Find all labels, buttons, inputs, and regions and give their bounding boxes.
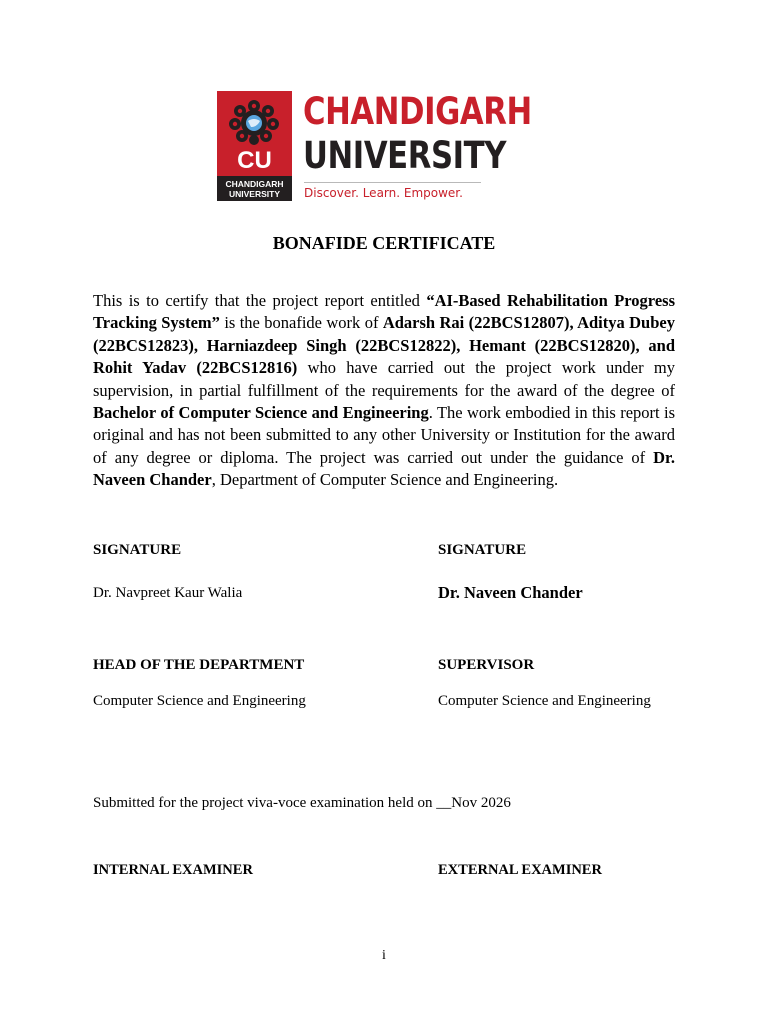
logo-emblem xyxy=(217,91,292,201)
emblem-cu-text: CU xyxy=(237,147,272,174)
supervisor-signature-label: SIGNATURE xyxy=(438,542,527,558)
body-text-2: is the bonafide work of xyxy=(219,313,383,333)
hod-role: HEAD OF THE DEPARTMENT xyxy=(93,657,305,673)
supervisor-name: Dr. Naveen Chander xyxy=(438,583,583,602)
hod-signature-label: SIGNATURE xyxy=(93,542,182,558)
gear-cluster-icon xyxy=(224,97,284,145)
project-title: “AI-Based Rehabilitation Progress Tracking System” xyxy=(93,291,675,333)
external-examiner-label: EXTERNAL EXAMINER xyxy=(438,862,602,878)
viva-statement: Submitted for the project viva-voce examination held on __Nov 2026 xyxy=(93,795,511,811)
emblem-line-1: CHANDIGARH xyxy=(225,179,284,189)
supervisor-role: SUPERVISOR xyxy=(438,657,535,673)
body-text-3: who have carried out the project work under my supervision, in partial fulfillment of the requirements for the award of the degree of xyxy=(93,358,675,400)
internal-examiner-label: INTERNAL EXAMINER xyxy=(93,862,253,878)
body-text-4: . The work embodied in this report is original and has not been submitted to any other University or Institution for the award of any degree or diploma. The project was carried out under the guidance of xyxy=(93,403,675,467)
body-text-5: , Department of Computer Science and Engineering. xyxy=(211,470,559,490)
certificate-body xyxy=(93,290,675,492)
logo-divider xyxy=(304,182,481,183)
certificate-title: BONAFIDE CERTIFICATE xyxy=(272,233,496,253)
page-number: i xyxy=(382,948,386,963)
logo-name-line-1: CHANDIGARH xyxy=(303,90,532,133)
supervisor-department: Computer Science and Engineering xyxy=(438,693,651,709)
logo-name-line-2: UNIVERSITY xyxy=(303,134,507,177)
university-logo xyxy=(217,91,553,202)
guide-name: Dr. Naveen Chander xyxy=(93,447,675,490)
emblem-line-2: UNIVERSITY xyxy=(228,189,280,199)
body-text-1: This is to certify that the project report entitled xyxy=(93,291,427,310)
logo-tagline: Discover. Learn. Empower. xyxy=(304,186,463,200)
degree-name: Bachelor of Computer Science and Engineering xyxy=(93,403,429,423)
hod-department: Computer Science and Engineering xyxy=(93,693,306,709)
hod-name: Dr. Navpreet Kaur Walia xyxy=(93,585,243,601)
student-list: Adarsh Rai (22BCS12807), Aditya Dubey (22BCS12823), Harniazdeep Singh (22BCS12822), Hemant (22BCS12820), and Rohit Yadav (22BCS12816) xyxy=(93,313,675,378)
